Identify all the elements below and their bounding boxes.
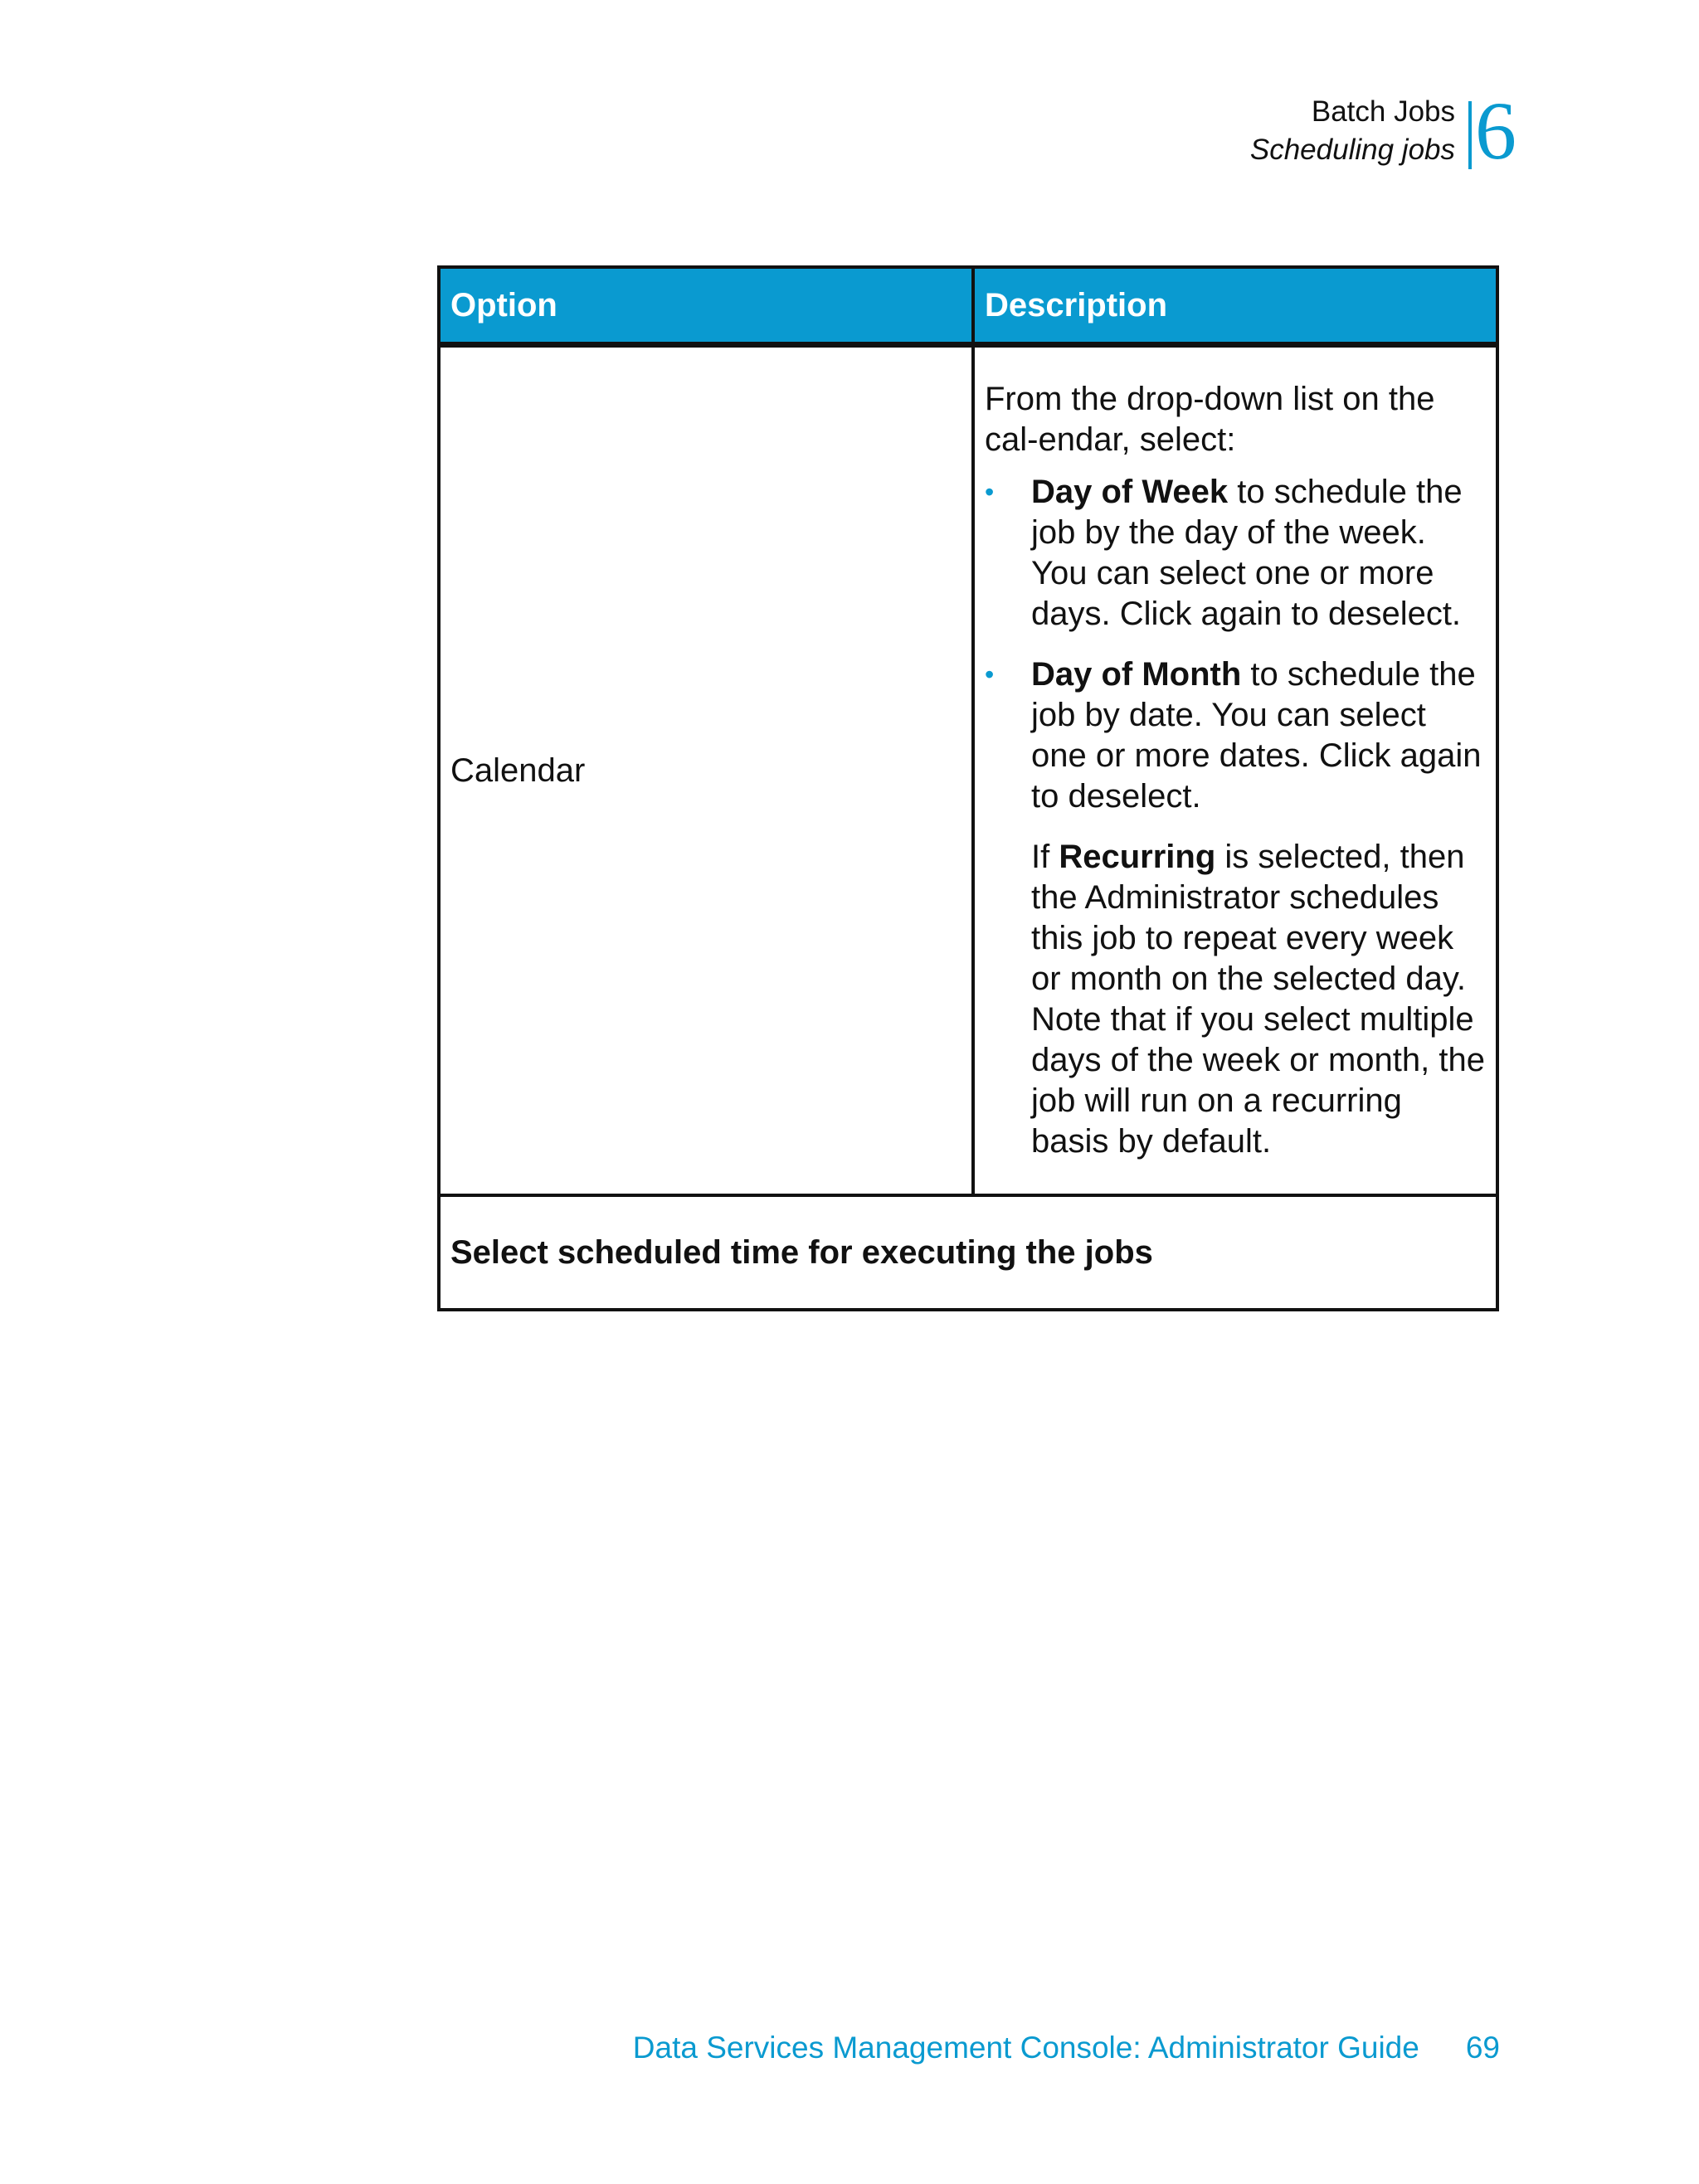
- bullet-icon: •: [985, 659, 995, 689]
- table-row: [439, 345, 1497, 1196]
- page-number: 69: [1465, 2031, 1500, 2065]
- note-term: Recurring: [1059, 839, 1216, 875]
- description-intro: From the drop-down list on the cal-endar, select:: [985, 381, 1435, 458]
- section-row-label: Select scheduled time for executing the jobs: [439, 1195, 1497, 1310]
- chapter-divider: [1468, 101, 1472, 169]
- recurring-note: [1031, 837, 1486, 1162]
- bullet-term: Day of Week: [1031, 474, 1229, 510]
- bullet-text: to schedule the job by the day of the week. You can select one or more days. Click again to deselect.: [1031, 474, 1463, 632]
- section-title: Scheduling jobs: [1249, 134, 1455, 166]
- option-list: [985, 472, 1486, 817]
- bullet-term: Day of Month: [1031, 656, 1242, 693]
- table-header-row: [439, 267, 1497, 345]
- footer-title: Data Services Management Console: Administrator Guide: [632, 2031, 1419, 2065]
- chapter-number: 6: [1475, 85, 1516, 177]
- section-row: [439, 1195, 1497, 1310]
- chapter-title: Batch Jobs: [1311, 95, 1455, 128]
- bullet-icon: •: [985, 477, 995, 507]
- list-item: [985, 472, 1486, 635]
- bullet-text: to schedule the job by date. You can select one or more dates. Click again to deselect.: [1031, 656, 1482, 815]
- column-header-description: Description: [973, 267, 1497, 345]
- description-cell: [973, 345, 1497, 1196]
- page-footer: [633, 2031, 1500, 2065]
- option-cell: Calendar: [439, 345, 973, 1196]
- list-item: [985, 654, 1486, 817]
- note-text: is selected, then the Administrator schedules this job to repeat every week or month on the selected day. Note that if you select multiple days of the week or month, the job will run on a recurring basis by default.: [1031, 839, 1485, 1160]
- options-table: [437, 265, 1499, 1311]
- column-header-option: Option: [439, 267, 973, 345]
- note-prefix: If: [1031, 839, 1059, 875]
- page-header: [1249, 85, 1516, 177]
- header-titles: [1250, 93, 1455, 169]
